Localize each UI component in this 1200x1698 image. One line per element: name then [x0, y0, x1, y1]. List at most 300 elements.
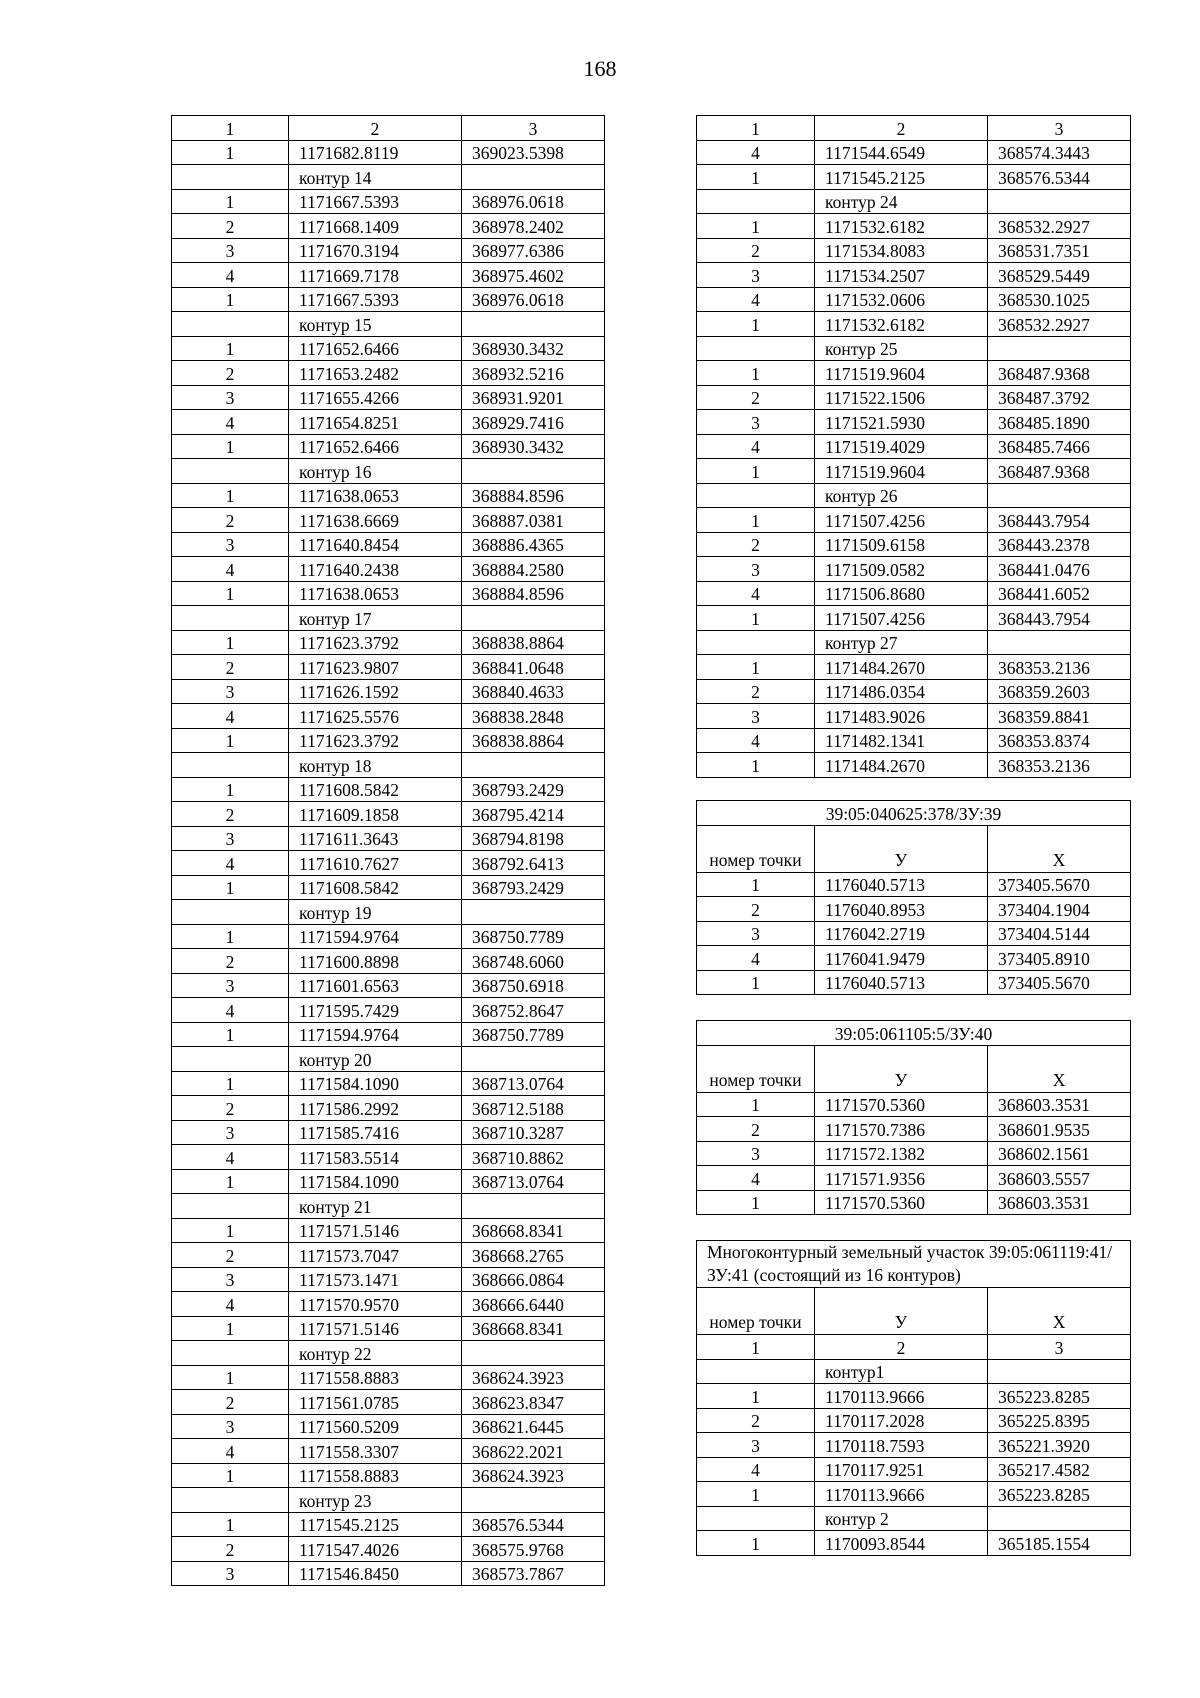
table-row [172, 140, 605, 165]
y-coordinate-cell: 1170113.9666 [815, 1384, 988, 1409]
y-coordinate-cell: контур 26 [815, 483, 988, 508]
point-number-cell: 3 [697, 263, 815, 288]
y-coordinate-cell: контур 18 [289, 753, 462, 778]
parcel-table-zu40 [696, 1020, 1131, 1215]
table-row [172, 312, 605, 337]
table-row [697, 1166, 1131, 1191]
y-coordinate-cell: 1171610.7627 [289, 851, 462, 876]
y-coordinate-cell: 1171623.3792 [289, 630, 462, 655]
y-coordinate-cell: 1171486.0354 [815, 679, 988, 704]
point-number-cell: 3 [172, 1120, 289, 1145]
point-number-cell: 1 [697, 1092, 815, 1117]
table-row [697, 1092, 1131, 1117]
point-number-cell: 2 [172, 1243, 289, 1268]
x-coordinate-cell [462, 312, 605, 337]
x-coordinate-cell [988, 336, 1131, 361]
table-row [172, 1194, 605, 1219]
y-coordinate-cell: 1170117.9251 [815, 1457, 988, 1482]
table-row [172, 410, 605, 435]
x-coordinate-cell: 368666.6440 [462, 1292, 605, 1317]
table-row [172, 1243, 605, 1268]
table-row [172, 973, 605, 998]
x-coordinate-cell [988, 483, 1131, 508]
point-number-cell [172, 1488, 289, 1513]
y-coordinate-cell: контур 24 [815, 189, 988, 214]
point-number-cell: 2 [697, 1408, 815, 1433]
point-number-cell: 3 [697, 1433, 815, 1458]
y-coordinate-cell: 1171600.8898 [289, 949, 462, 974]
y-coordinate-cell: 1171640.8454 [289, 532, 462, 557]
x-coordinate-cell: 368976.0618 [462, 189, 605, 214]
y-coordinate-cell: 1176040.5713 [815, 970, 988, 995]
table-row [697, 410, 1131, 435]
x-header: Х [988, 1045, 1131, 1092]
y-coordinate-cell: 1171623.9807 [289, 655, 462, 680]
table-row [697, 946, 1131, 971]
x-coordinate-cell: 365223.8285 [988, 1482, 1131, 1507]
table-row [697, 1141, 1131, 1166]
y-coordinate-cell: 1171594.9764 [289, 1022, 462, 1047]
point-number-cell: 4 [172, 1292, 289, 1317]
y-coordinate-cell: 1176041.9479 [815, 946, 988, 971]
x-coordinate-cell: 368886.4365 [462, 532, 605, 557]
x-coordinate-cell: 365221.3920 [988, 1433, 1131, 1458]
column-number-row [697, 116, 1131, 141]
point-number-cell: 1 [697, 214, 815, 239]
coordinates-table-left [171, 115, 605, 1586]
point-number-cell: 1 [172, 1365, 289, 1390]
table-row [172, 1022, 605, 1047]
column-number-cell: 2 [289, 116, 462, 141]
x-coordinate-cell [462, 900, 605, 925]
x-coordinate-cell: 368668.8341 [462, 1218, 605, 1243]
y-coordinate-cell: 1171534.2507 [815, 263, 988, 288]
x-coordinate-cell: 368710.8862 [462, 1145, 605, 1170]
y-coordinate-cell: 1171653.2482 [289, 361, 462, 386]
x-coordinate-cell: 368666.0864 [462, 1267, 605, 1292]
x-coordinate-cell: 368353.2136 [988, 655, 1131, 680]
y-coordinate-cell: 1171534.8083 [815, 238, 988, 263]
y-coordinate-cell: 1171609.1858 [289, 802, 462, 827]
y-coordinate-cell: 1171571.9356 [815, 1166, 988, 1191]
table-row [697, 385, 1131, 410]
point-number-cell: 3 [172, 238, 289, 263]
y-coordinate-cell: 1171573.7047 [289, 1243, 462, 1268]
point-number-cell: 1 [172, 1218, 289, 1243]
point-number-cell: 1 [172, 728, 289, 753]
table-header-row [697, 825, 1131, 872]
table-row [172, 1267, 605, 1292]
x-coordinate-cell [462, 1047, 605, 1072]
x-header: Х [988, 825, 1131, 872]
y-coordinate-cell: 1171547.4026 [289, 1537, 462, 1562]
point-number-cell: 3 [697, 704, 815, 729]
point-number-cell: 1 [697, 1531, 815, 1556]
table-row [172, 483, 605, 508]
table-row [697, 1117, 1131, 1142]
y-coordinate-cell: 1171519.4029 [815, 434, 988, 459]
table-row [172, 753, 605, 778]
x-coordinate-cell: 368359.2603 [988, 679, 1131, 704]
y-coordinate-cell: 1171482.1341 [815, 728, 988, 753]
y-coordinate-cell: 1171652.6466 [289, 336, 462, 361]
table-row [172, 434, 605, 459]
y-coordinate-cell: 1171682.8119 [289, 140, 462, 165]
table-row [697, 897, 1131, 922]
point-number-cell: 4 [697, 728, 815, 753]
table-row [697, 1190, 1131, 1215]
table-row [172, 900, 605, 925]
point-number-cell: 4 [172, 1439, 289, 1464]
table-row [172, 459, 605, 484]
x-coordinate-cell [462, 1488, 605, 1513]
point-number-cell: 2 [172, 214, 289, 239]
point-number-cell: 1 [697, 655, 815, 680]
y-coordinate-cell: 1171507.4256 [815, 508, 988, 533]
point-number-cell: 4 [697, 140, 815, 165]
point-number-cell: 2 [172, 802, 289, 827]
y-coordinate-cell: контур 22 [289, 1341, 462, 1366]
x-coordinate-cell: 368531.7351 [988, 238, 1131, 263]
point-number-cell [172, 606, 289, 631]
y-coordinate-cell: контур 16 [289, 459, 462, 484]
point-number-cell [697, 630, 815, 655]
table-row [172, 1145, 605, 1170]
table-row [697, 921, 1131, 946]
y-coordinate-cell: 1171585.7416 [289, 1120, 462, 1145]
point-number-cell: 3 [172, 385, 289, 410]
point-number-cell [172, 165, 289, 190]
x-coordinate-cell: 365185.1554 [988, 1531, 1131, 1556]
point-number-cell [172, 459, 289, 484]
point-number-cell: 2 [697, 679, 815, 704]
y-coordinate-cell: контур 20 [289, 1047, 462, 1072]
y-coordinate-cell: контур1 [815, 1359, 988, 1384]
table-row [172, 826, 605, 851]
x-coordinate-cell [462, 753, 605, 778]
table-row [172, 1537, 605, 1562]
table-row [172, 875, 605, 900]
y-coordinate-cell: 1170117.2028 [815, 1408, 988, 1433]
table-row [697, 165, 1131, 190]
table-row [172, 1365, 605, 1390]
point-number-cell: 4 [697, 1166, 815, 1191]
y-coordinate-cell: 1171572.1382 [815, 1141, 988, 1166]
point-number-cell: 4 [172, 851, 289, 876]
y-coordinate-cell: 1171667.5393 [289, 189, 462, 214]
table-title-row [697, 1241, 1131, 1288]
x-coordinate-cell: 368838.2848 [462, 704, 605, 729]
column-number-cell: 1 [697, 1335, 815, 1360]
y-coordinate-cell: контур 25 [815, 336, 988, 361]
point-number-cell: 3 [697, 410, 815, 435]
table-row [172, 581, 605, 606]
table-row [172, 1390, 605, 1415]
point-number-cell: 3 [172, 532, 289, 557]
column-number-row [172, 116, 605, 141]
point-number-cell: 2 [697, 532, 815, 557]
x-coordinate-cell: 369023.5398 [462, 140, 605, 165]
column-number-row [697, 1335, 1131, 1360]
point-number-cell: 1 [172, 483, 289, 508]
y-coordinate-cell: 1171558.3307 [289, 1439, 462, 1464]
x-coordinate-cell: 368485.1890 [988, 410, 1131, 435]
x-coordinate-cell: 368575.9768 [462, 1537, 605, 1562]
point-number-cell: 1 [172, 140, 289, 165]
point-number-cell: 4 [697, 287, 815, 312]
table-row [697, 434, 1131, 459]
table-row [172, 949, 605, 974]
table-row [697, 483, 1131, 508]
x-coordinate-cell: 368603.3531 [988, 1092, 1131, 1117]
table-row [697, 214, 1131, 239]
point-number-cell: 1 [697, 606, 815, 631]
y-coordinate-cell: 1171558.8883 [289, 1463, 462, 1488]
table-row [697, 970, 1131, 995]
table-header-row [697, 1045, 1131, 1092]
table-row [697, 704, 1131, 729]
x-coordinate-cell: 373404.5144 [988, 921, 1131, 946]
table-row [172, 1071, 605, 1096]
x-coordinate-cell: 368576.5344 [462, 1512, 605, 1537]
point-number-cell: 1 [697, 459, 815, 484]
point-number-cell: 2 [697, 238, 815, 263]
y-coordinate-cell: 1171570.5360 [815, 1190, 988, 1215]
y-coordinate-cell: 1171667.5393 [289, 287, 462, 312]
table-row [172, 1292, 605, 1317]
y-coordinate-cell: 1171655.4266 [289, 385, 462, 410]
column-number-cell: 2 [815, 116, 988, 141]
point-number-cell: 2 [172, 1390, 289, 1415]
x-coordinate-cell: 365225.8395 [988, 1408, 1131, 1433]
y-coordinate-cell: 1171570.5360 [815, 1092, 988, 1117]
y-coordinate-cell: 1171545.2125 [289, 1512, 462, 1537]
y-coordinate-cell: 1171519.9604 [815, 459, 988, 484]
y-coordinate-cell: 1170093.8544 [815, 1531, 988, 1556]
table-row [172, 1414, 605, 1439]
y-coordinate-cell: 1171571.5146 [289, 1316, 462, 1341]
y-coordinate-cell: 1171654.8251 [289, 410, 462, 435]
table-row [697, 606, 1131, 631]
y-coordinate-cell: 1171522.1506 [815, 385, 988, 410]
y-coordinate-cell: 1171584.1090 [289, 1169, 462, 1194]
table-row [697, 581, 1131, 606]
column-number-cell: 3 [462, 116, 605, 141]
y-coordinate-cell: 1171570.9570 [289, 1292, 462, 1317]
table-row [697, 728, 1131, 753]
table-row [172, 998, 605, 1023]
x-coordinate-cell: 368932.5216 [462, 361, 605, 386]
x-coordinate-cell: 373404.1904 [988, 897, 1131, 922]
table-row [172, 1341, 605, 1366]
y-coordinate-cell: контур 17 [289, 606, 462, 631]
table-row [172, 1169, 605, 1194]
x-coordinate-cell: 368441.0476 [988, 557, 1131, 582]
parcel-table-zu39 [696, 800, 1131, 995]
column-number-cell: 1 [172, 116, 289, 141]
point-number-cell: 1 [172, 1169, 289, 1194]
y-coordinate-cell: 1171595.7429 [289, 998, 462, 1023]
table-row [172, 1561, 605, 1586]
point-number-cell [172, 753, 289, 778]
y-coordinate-cell: контур 2 [815, 1506, 988, 1531]
table-row [172, 238, 605, 263]
y-coordinate-cell: 1171638.6669 [289, 508, 462, 533]
y-coordinate-cell: 1171519.9604 [815, 361, 988, 386]
table-row [172, 1512, 605, 1537]
y-coordinate-cell: 1171532.6182 [815, 214, 988, 239]
point-number-cell: 1 [172, 287, 289, 312]
table-row [172, 728, 605, 753]
y-coordinate-cell: 1171623.3792 [289, 728, 462, 753]
table-row [172, 802, 605, 827]
y-coordinate-cell: 1171558.8883 [289, 1365, 462, 1390]
table-row [172, 1218, 605, 1243]
y-coordinate-cell: 1171484.2670 [815, 655, 988, 680]
y-header: У [815, 1045, 988, 1092]
x-coordinate-cell: 368532.2927 [988, 214, 1131, 239]
parcel-title: 39:05:061105:5/ЗУ:40 [697, 1021, 1131, 1046]
x-coordinate-cell [988, 1359, 1131, 1384]
x-coordinate-cell: 368750.7789 [462, 1022, 605, 1047]
table-row [172, 1439, 605, 1464]
y-coordinate-cell: 1171509.0582 [815, 557, 988, 582]
point-number-cell: 4 [172, 1145, 289, 1170]
table-row [697, 557, 1131, 582]
x-coordinate-cell: 368443.7954 [988, 606, 1131, 631]
table-row [172, 1316, 605, 1341]
x-coordinate-cell [462, 1341, 605, 1366]
y-coordinate-cell: 1171638.0653 [289, 483, 462, 508]
point-number-cell: 2 [697, 1117, 815, 1142]
x-coordinate-cell [462, 1194, 605, 1219]
point-number-cell [697, 1359, 815, 1384]
x-coordinate-cell: 368792.6413 [462, 851, 605, 876]
y-coordinate-cell: контур 19 [289, 900, 462, 925]
table-row [172, 287, 605, 312]
point-number-cell: 4 [172, 263, 289, 288]
x-coordinate-cell [462, 459, 605, 484]
table-row [172, 704, 605, 729]
table-row [172, 214, 605, 239]
x-coordinate-cell: 368668.8341 [462, 1316, 605, 1341]
x-coordinate-cell: 368353.8374 [988, 728, 1131, 753]
point-number-cell: 3 [697, 1141, 815, 1166]
x-coordinate-cell: 368441.6052 [988, 581, 1131, 606]
table-row [172, 1047, 605, 1072]
x-coordinate-cell: 368838.8864 [462, 630, 605, 655]
y-coordinate-cell: 1171509.6158 [815, 532, 988, 557]
point-number-cell: 1 [697, 753, 815, 778]
table-row [172, 385, 605, 410]
y-coordinate-cell: контур 21 [289, 1194, 462, 1219]
point-number-cell: 1 [172, 336, 289, 361]
x-coordinate-cell: 368884.2580 [462, 557, 605, 582]
point-number-cell: 1 [697, 165, 815, 190]
table-row [172, 557, 605, 582]
table-row [697, 508, 1131, 533]
y-coordinate-cell: 1170118.7593 [815, 1433, 988, 1458]
x-coordinate-cell: 368793.2429 [462, 875, 605, 900]
point-number-cell: 4 [697, 434, 815, 459]
y-coordinate-cell: 1171601.6563 [289, 973, 462, 998]
point-number-cell: 1 [172, 1022, 289, 1047]
x-coordinate-cell: 368359.8841 [988, 704, 1131, 729]
point-number-header: номер точки [697, 1045, 815, 1092]
point-number-cell: 4 [697, 581, 815, 606]
column-number-cell: 3 [988, 116, 1131, 141]
x-coordinate-cell: 368622.2021 [462, 1439, 605, 1464]
x-coordinate-cell: 368977.6386 [462, 238, 605, 263]
table-row [697, 1408, 1131, 1433]
y-coordinate-cell: 1171670.3194 [289, 238, 462, 263]
point-number-cell: 2 [172, 361, 289, 386]
y-coordinate-cell: 1171573.1471 [289, 1267, 462, 1292]
table-row [697, 679, 1131, 704]
parcel-table-zu41 [696, 1240, 1131, 1556]
y-coordinate-cell: 1171545.2125 [815, 165, 988, 190]
x-coordinate-cell [462, 606, 605, 631]
point-number-cell [172, 1341, 289, 1366]
point-number-header: номер точки [697, 1288, 815, 1335]
point-number-cell [697, 483, 815, 508]
table-row [172, 1463, 605, 1488]
point-number-cell: 3 [697, 921, 815, 946]
point-number-cell: 3 [172, 679, 289, 704]
y-coordinate-cell: контур 14 [289, 165, 462, 190]
x-coordinate-cell: 365223.8285 [988, 1384, 1131, 1409]
y-coordinate-cell: 1171532.0606 [815, 287, 988, 312]
point-number-cell: 4 [172, 704, 289, 729]
y-header: У [815, 1288, 988, 1335]
x-coordinate-cell: 368795.4214 [462, 802, 605, 827]
y-coordinate-cell: 1176040.5713 [815, 872, 988, 897]
x-coordinate-cell: 368840.4633 [462, 679, 605, 704]
point-number-cell: 1 [172, 1316, 289, 1341]
y-coordinate-cell: 1171584.1090 [289, 1071, 462, 1096]
x-coordinate-cell: 368793.2429 [462, 777, 605, 802]
x-coordinate-cell [462, 165, 605, 190]
table-row [172, 655, 605, 680]
point-number-cell: 1 [172, 777, 289, 802]
table-row [172, 606, 605, 631]
x-coordinate-cell: 368838.8864 [462, 728, 605, 753]
point-number-cell: 4 [172, 410, 289, 435]
table-row [172, 924, 605, 949]
table-row [697, 189, 1131, 214]
table-row [697, 753, 1131, 778]
point-number-cell [172, 1194, 289, 1219]
x-coordinate-cell: 368573.7867 [462, 1561, 605, 1586]
y-coordinate-cell: 1171571.5146 [289, 1218, 462, 1243]
point-number-cell: 1 [172, 1463, 289, 1488]
y-coordinate-cell: 1171640.2438 [289, 557, 462, 582]
y-coordinate-cell: контур 23 [289, 1488, 462, 1513]
point-number-cell [172, 312, 289, 337]
x-coordinate-cell: 368794.8198 [462, 826, 605, 851]
x-coordinate-cell: 368750.6918 [462, 973, 605, 998]
parcel-title: Многоконтурный земельный участок 39:05:061119:41/ЗУ:41 (состоящий из 16 контуров) [697, 1241, 1131, 1288]
point-number-cell: 4 [697, 1457, 815, 1482]
x-coordinate-cell: 368623.8347 [462, 1390, 605, 1415]
y-coordinate-cell: контур 27 [815, 630, 988, 655]
y-coordinate-cell: 1171608.5842 [289, 875, 462, 900]
x-coordinate-cell: 368929.7416 [462, 410, 605, 435]
table-row [172, 336, 605, 361]
table-row [172, 777, 605, 802]
point-number-cell: 2 [172, 1096, 289, 1121]
x-coordinate-cell: 368353.2136 [988, 753, 1131, 778]
